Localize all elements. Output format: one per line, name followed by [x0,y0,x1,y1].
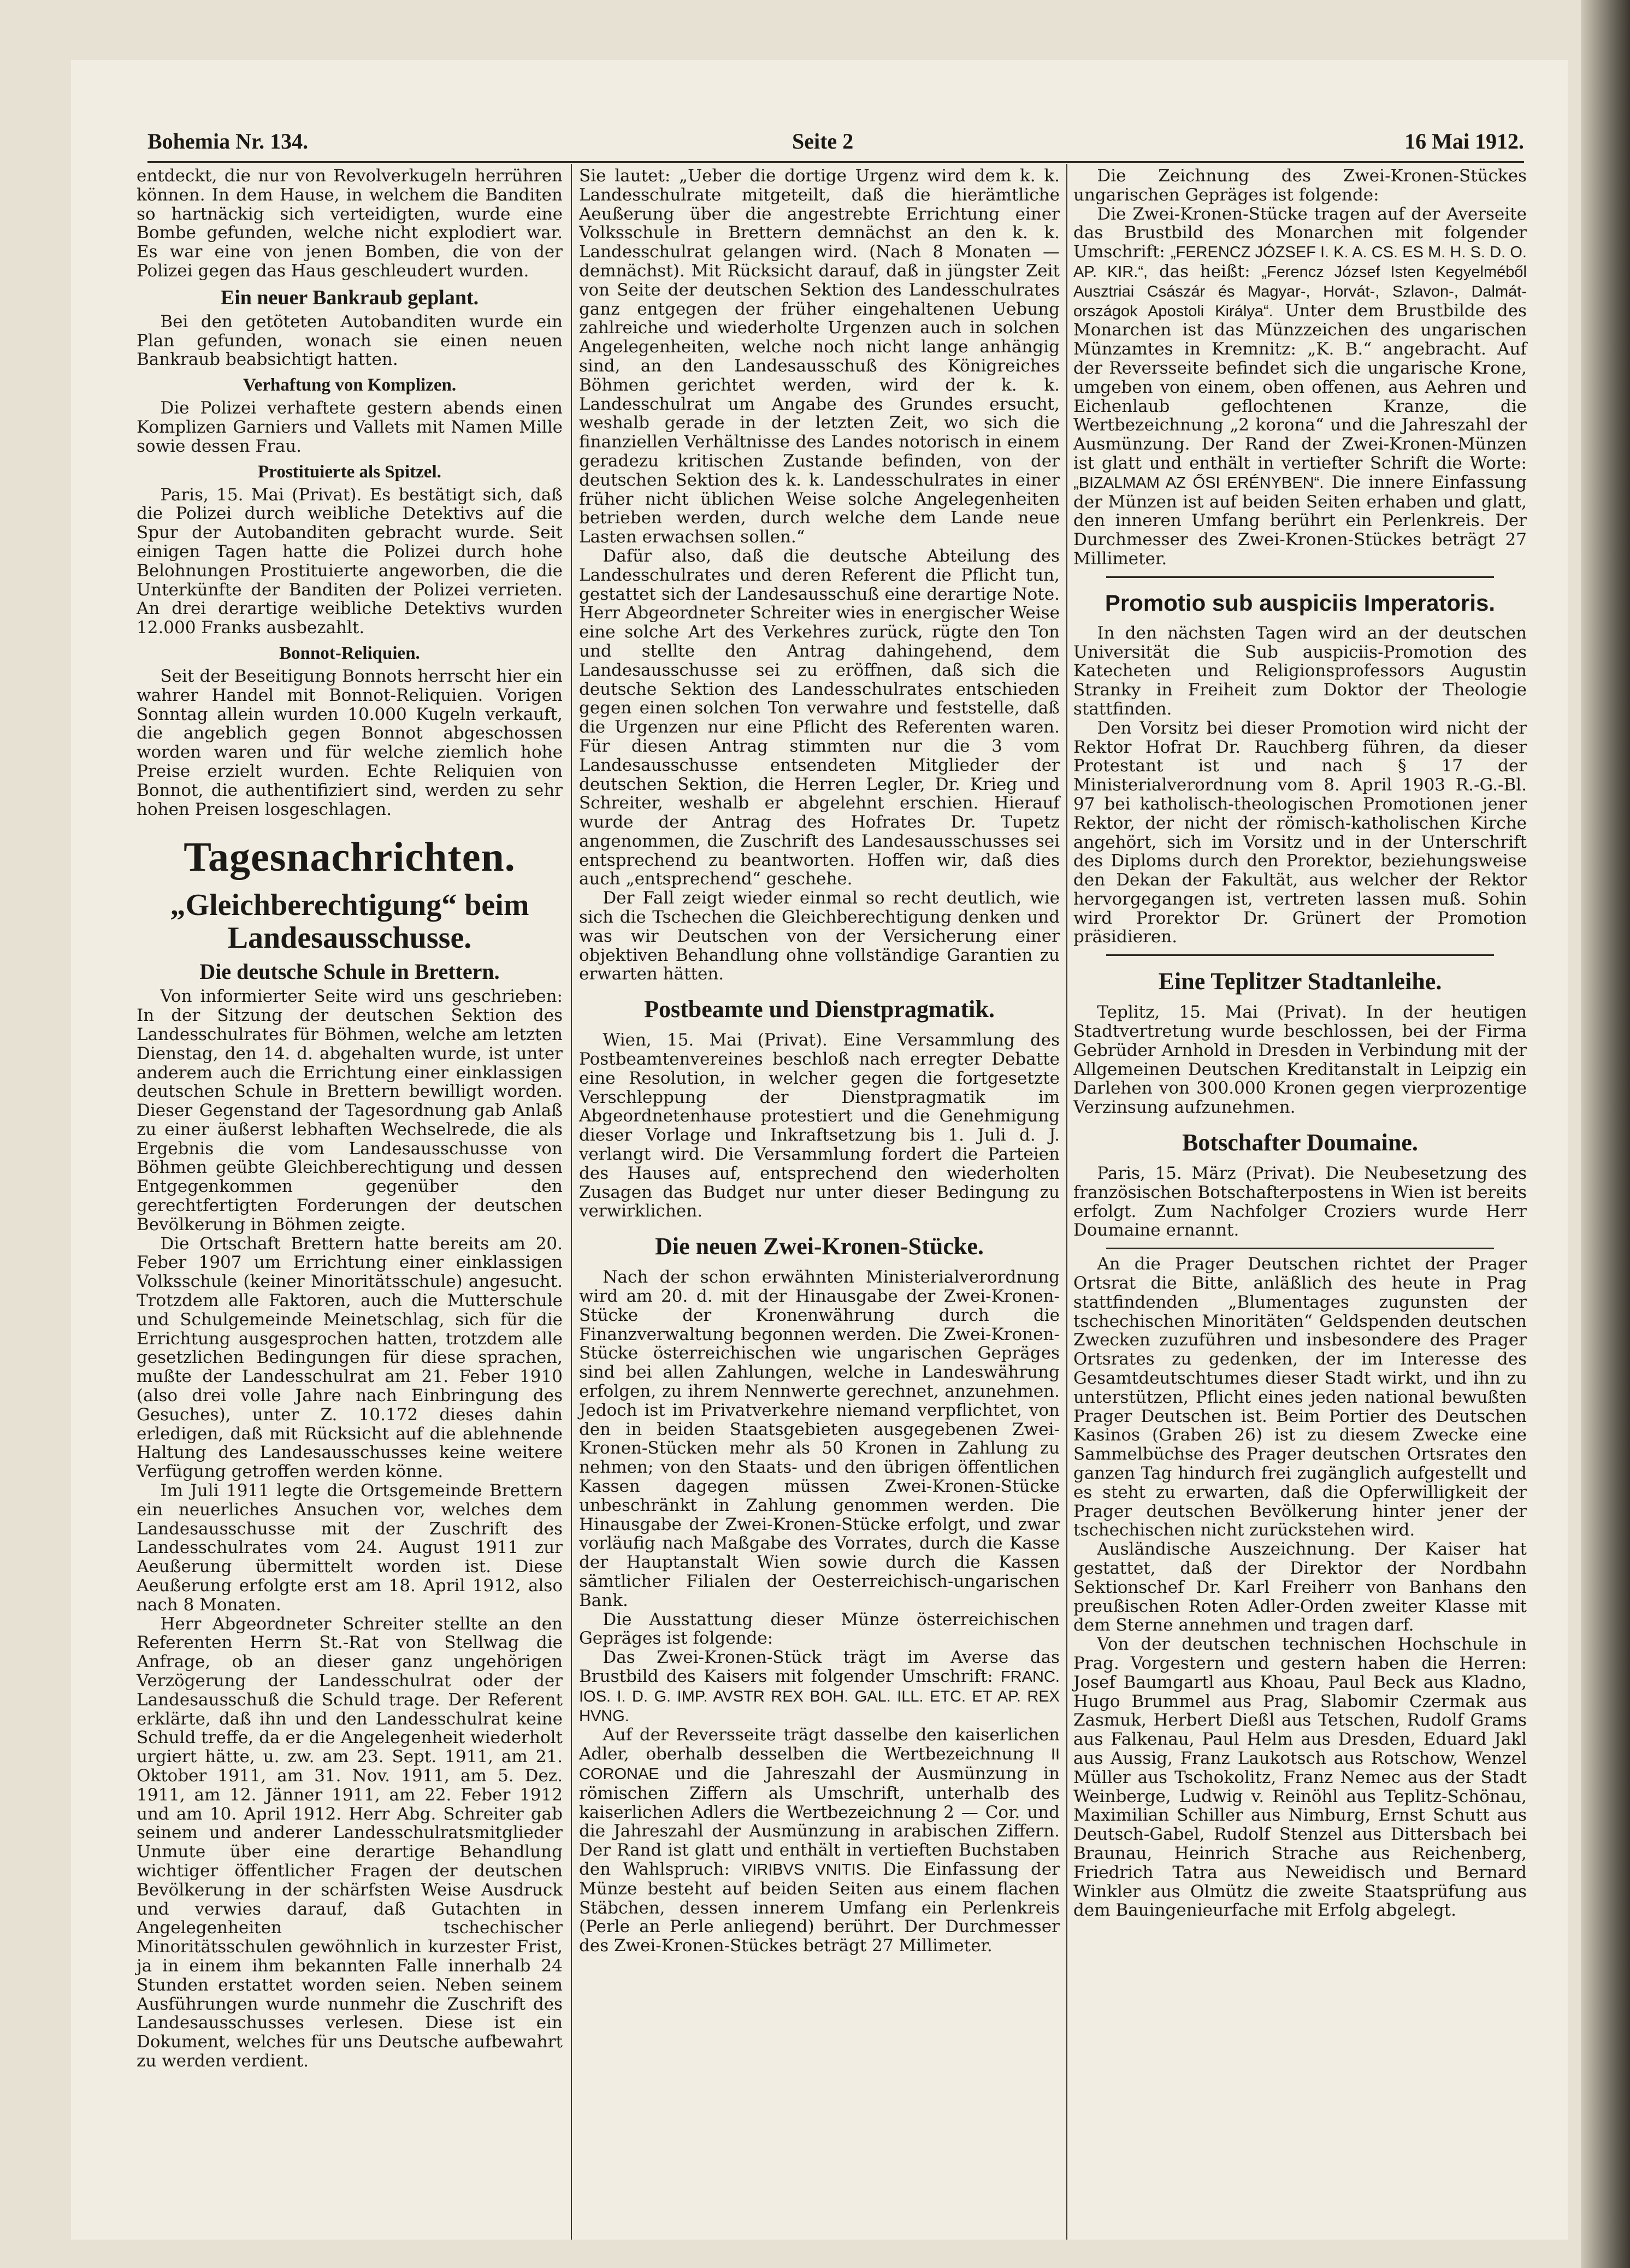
article-text: Sie lautet: „Ueber die dortige Urgenz wird dem k. k. Landesschulrate mitgeteilt, daß die hierämtliche Aeußerung über die angestrebte Errichtung einer Volksschule in Brettern demnächst an den k. k. Landesschulrat gelangen wird. (Nach 8 Monaten — demnächst). Mit Rücksicht darauf, daß in jüngster Zeit von Seite der deutschen Sektion des Landesschulrates ganz entgegen der früher eingehaltenen Uebung zahlreiche und wiederholte Urgenzen auch in solchen Angelegenheiten, welche noch nicht lange anhängig sind, an den Landesausschuß des Königreiches Böhmen gerichtet werden, wird der k. k. Landesschulrat um Angabe des Grundes ersucht, weshalb gerade in der letzten Zeit, wo sich die finanziellen Verhältnisse des Landes notorisch in einem geradezu kritischen Zustande befinden, von der deutschen Sektion des k. k. Landesschulrates in einer früher nicht üblichen Weise solche Angelegenheiten betrieben werden, durch welche dem Lande neue Lasten erwachsen sollen.“ [579,166,1060,547]
headline-bonnot: Bonnot-Reliquien. [279,643,420,663]
article-text-fragment: und die Jahreszahl der Ausmünzung in römischen Ziffern als Umschrift, unterhalb des kaiserlichen Adlers die Wertbezeichnung 2 — Cor. und die Jahreszahl der Ausmünzung in arabischen Ziffern. Der Rand ist glatt und enthält in vertieften Buchstaben den Wahlspruch: [579,1763,1060,1879]
article-text: Nach der schon erwähnten Ministerialverordnung wird am 20. d. mit der Hinausgabe der Zwei-Kronen-Stücke der Kronenwährung durch die Finanzverwaltung begonnen werden. Die Zwei-Kronen-Stücke österreichischen wie ungarischen Gepräges sind bei allen Zahlungen, welche in Landeswährung erfolgen, zu ihrem Nennwerte gerechnet, anzunehmen. Jedoch ist im Privatverkehre niemand verpflichtet, von den in beiden Staatsgebieten ausgegebenen Zwei-Kronen-Stücken mehr als 50 Kronen in Zahlung zu nehmen; von den Staats- und den übrigen öffentlichen Kassen dagegen müssen Zwei-Kronen-Stücke unbeschränkt in Zahlung genommen werden. Die Hinausgabe der Zwei-Kronen-Stücke erfolgt, und zwar vorläufig nach Maßgabe des Vorrates, durch die Kasse der Hauptanstalt Wien sowie durch die Kassen sämtlicher Filialen der Oesterreichisch-ungarischen Bank. [579,1267,1060,1610]
article-text: Von informierter Seite wird uns geschrieben: In der Sitzung der deutschen Sektion des Landesschulrates für Böhmen, welche am letzten Dienstag, den 14. d. abgehalten wurde, ist unter anderem auch die Errichtung einer einklassigen deutschen Schule in Brettern bewilligt worden. Dieser Gegenstand der Tagesordnung gab Anlaß zu einer äußerst lebhaften Wechselrede, die als Ergebnis die vom Landesausschusse von Böhmen geübte Gleichberechtigung und dessen Entgegenkommen gegenüber den gerechtfertigten Forderungen der deutschen Bevölkerung in Böhmen zeigte. [137,987,563,1235]
separator-rule [1106,576,1494,578]
headline-postbeamte: Postbeamte und Dienstpragmatik. [644,996,995,1023]
headline-gleichberechtigung: „Gleichberechtigung“ beim Landesausschusse. [170,888,529,955]
article-text: An die Prager Deutschen richtet der Prager Ortsrat die Bitte, anläßlich des heute in Prag stattfindenden „Blumentages zugunsten der tschechischen Minoritäten“ Geldspenden deutschen Zwecken zuzuführen und insbesondere des Prager Ortsrates zu gedenken, der im Interesse des Gesamtdeutschtumes dieser Stadt wirkt, und ihn zu unterstützen, Pflicht eines jeden national bewußten Prager Deutschen ist. Beim Portier des Deutschen Kasinos (Graben 26) ist zu diesem Zwecke eine Sammelbüchse des Prager deutschen Ortsrates den ganzen Tag hindurch frei zugänglich aufgestellt und es steht zu erwarten, daß die Opferwilligkeit der Prager deutschen Bevölkerung hinter jener der tschechischen nicht zurückstehen wird. [1073,1254,1527,1540]
article-text: Den Vorsitz bei dieser Promotion wird nicht der Rektor Hofrat Dr. Rauchberg führen, da dieser Protestant ist und nach § 17 der Ministerialverordnung vom 8. April 1903 R.-G.-Bl. 97 bei katholisch-theologischen Promotionen jener Rektor, der nicht der römisch-katholischen Kirche angehört, sich im Vorsitz und in der Unterschrift des Diploms durch den Prorektor, beziehungsweise den Dekan der Fakultät, aus welcher der Rektor hervorgegangen ist, vertreten lassen muß. Sohin wird Prorektor Dr. Grünert der Promotion präsidieren. [1073,718,1527,947]
article-text: Paris, 15. Mai (Privat). Es bestätigt sich, daß die Polizei durch weibliche Detektivs auf die Spur der Autobanditen gebracht wurde. Seit einigen Tagen hatte die Polizei durch hohe Belohnungen Prostituierte angeworben, die die Unterkünfte der Banditen der Polizei verrieten. An drei derartige weibliche Detektivs wurden 12.000 Franks ausbezahlt. [137,485,563,638]
headline-prostituierte: Prostituierte als Spitzel. [258,462,441,482]
article-text-fragment: Unter dem Brustbilde des Monarchen ist das Münzzeichen des ungarischen Münzamtes in Kremnitz: „K. B.“ angebracht. Auf der Reversseite befindet sich die ungarische Krone, umgeben von einem, oben offenen, aus Aehren und Eichenlaub geflochtenen Kranze, die Wertbezeichnung „2 korona“ und die Jahreszahl der Ausmünzung. Der Rand der Zwei-Kronen-Münzen ist glatt und enthält in vertiefter Schrift die Worte: [1073,300,1527,473]
coin-inscription: FRANC. IOS. I. D. G. IMP. AVSTR REX BOH. GAL. ILL. ETC. ET AP. REX HVNG. [579,1668,1060,1725]
issue-label: Bohemia Nr. 134. [147,129,309,153]
article-text-fragment: Das Zwei-Kronen-Stück trägt im Averse das Brustbild des Kaisers mit folgender Umschrift: [579,1647,1060,1686]
separator-rule [1106,1248,1494,1249]
article-text-fragment: Die Einfassung der Münze besteht auf beiden Seiten aus einem flachen Stäbchen, dessen innerem Umfang ein Perlenkreis (Perle an Perle anliegend) berührt. Der Durchmesser des Zwei-Kronen-Stückes beträgt 27 Millimeter. [579,1859,1060,1956]
headline-verhaftung: Verhaftung von Komplizen. [243,375,457,395]
article-text: Der Fall zeigt wieder einmal so recht deutlich, wie sich die Tschechen die Gleichberechtigung denken und was wir Deutschen von der Versicherung einer objektiven Behandlung ohne vollständige Garantien zu erwarten hätten. [579,888,1060,984]
separator-rule [1106,954,1494,956]
article-text: Dafür also, daß die deutsche Abteilung des Landesschulrates und deren Referent die Pflicht tun, gestattet sich der Landesausschuß eine derartige Note. Herr Abgeordneter Schreiter wies in energischer Weise eine solche Art des Verkehres zurück, rügte den Ton und stellte den Antrag dahingehend, dem Landesausschusse sei zu eröffnen, daß sich die deutsche Sektion des Landesschulrates entschieden gegen einen solchen Ton verwahre und feststelle, daß die Urgenzen nur eine Pflicht des Referenten waren. Für diesen Antrag stimmten nur die 3 vom Landesausschusse entsendeten Mitglieder der deutschen Sektion, die Herren Legler, Dr. Krieg und Schreiter, weshalb er abgelehnt erschien. Hierauf wurde der Antrag des Hofrates Dr. Tupetz angenommen, die Zuschrift des Landesausschusses sei entsprechend zu beantworten. Hoffen wir, daß dies auch „entsprechend“ geschehe. [579,546,1060,889]
page-header [147,123,1524,163]
article-text: Paris, 15. März (Privat). Die Neubesetzung des französischen Botschafterpostens in Wien ist bereits erfolgt. Zum Nachfolger Croziers wurde Herr Doumaine ernannt. [1073,1163,1527,1241]
article-text [579,1726,1060,1956]
headline-zwei-kronen: Die neuen Zwei-Kronen-Stücke. [655,1233,984,1260]
article-text: Die Zeichnung des Zwei-Kronen-Stückes ungarischen Gepräges ist folgende: [1073,166,1527,205]
column-2 [579,167,1060,1956]
article-text: entdeckt, die nur von Revolverkugeln herrühren können. In dem Hause, in welchem die Banditen so hartnäckig sich verteidigten, wurde eine Bombe gefunden, welche nicht explodiert war. Es war eine von jenen Bomben, die von der Polizei gegen das Haus geschleudert wurden. [137,166,563,281]
article-text-fragment: Die innere Einfassung der Münzen ist auf beiden Seiten erhaben und glatt, den inneren Umfang berührt ein Perlenkreis. Der Durchmesser des Zwei-Kronen-Stückes beträgt 27 Millimeter. [1073,472,1527,569]
coin-inscription: „Ferencz József Isten Kegyelméből Ausztriai Császár és Magyar-, Horvát-, Szlavon-, Dalmát-országok Apostoli Királya“. [1073,263,1527,320]
headline-bankraub: Ein neuer Bankraub geplant. [220,286,479,309]
subheadline-brettern: Die deutsche Schule in Brettern. [199,959,500,984]
coin-inscription: „BIZALMAM AZ ŐSI ERÉNYBEN“. [1073,474,1324,492]
article-text: Die Ortschaft Brettern hatte bereits am 20. Feber 1907 um Errichtung einer einklassigen Volksschule (keiner Minoritätsschule) angesucht. Trotzdem alle Faktoren, auch die Mutterschule und Schulgemeinde Meinetschlag, sich für die Errichtung ausgesprochen hatten, trotzdem alle gesetzlichen Bedingungen für diese sprachen, mußte der Landesschulrat am 21. Feber 1910 (also drei volle Jahre nach Einbringung des Gesuches), unter Z. 10.172 dieses dahin erledigen, daß mit Rücksicht auf die ablehnende Haltung des Landesausschusses keine weitere Verfügung getroffen werden könne. [137,1233,563,1482]
article-text: Herr Abgeordneter Schreiter stellte an den Referenten Herrn St.-Rat von Stellwag die Anfrage, ob an dieser ganz ungehörigen Verzögerung der Landesschulrat oder der Landesausschuß die Schuld trage. Der Referent erklärte, daß ihn und den Landesschulrat keine Schuld treffe, da er die Angelegenheit wiederholt urgiert hätte, u. zw. am 23. Sept. 1911, am 21. Oktober 1911, am 31. Nov. 1911, am 5. Dez. 1911, am 12. Jänner 1911, am 22. Feber 1912 und am 10. April 1912. Herr Abg. Schreiter gab seinem und anderer Landesschulratsmitglieder Unmute über eine derartige Behandlung wichtiger öffentlicher Fragen der deutschen Bevölkerung in der schärfsten Weise Ausdruck und verwies darauf, daß Gutachten in Angelegenheiten tschechischer Minoritätsschulen gewöhnlich in kurzester Frist, ja in einem ihm bekannten Falle innerhalb 24 Stunden erstattet worden seien. Neben seinem Ausführungen wurde nunmehr die Zuschrift des Landesausschusses verlesen. Diese ist ein Dokument, welches für uns Deutsche aufbewahrt zu werden verdient. [137,1614,563,2071]
coin-inscription: II CORONAE [579,1746,1060,1783]
section-title: Tagesnachrichten. [184,834,516,881]
page-number: Seite 2 [792,129,854,153]
column-3 [1073,167,1527,1920]
column-1 [137,167,563,2071]
headline-botschafter: Botschafter Doumaine. [1182,1129,1418,1156]
article-text-fragment: Auf der Reversseite trägt dasselbe den kaiserlichen Adler, oberhalb desselben die Wertbezeichnung [579,1725,1060,1764]
article-text [579,1648,1060,1726]
article-text-fragment: das heißt: [1159,261,1250,281]
headline-promotio: Promotio sub auspiciis Imperatoris. [1105,589,1496,616]
article-text: Ausländische Auszeichnung. Der Kaiser hat gestattet, daß der Direktor der Nordbahn Sektionschef Dr. Karl Freiherr von Banhans den preußischen Roten Adler-Orden zweiter Klasse mit dem Sterne annehmen und tragen darf. [1073,1539,1527,1635]
article-text: Teplitz, 15. Mai (Privat). In der heutigen Stadtvertretung wurde beschlossen, bei der Firma Gebrüder Arnhold in Dresden in Verbindung mit der Allgemeinen Deutschen Kreditanstalt in Leipzig ein Darlehen von 300.000 Kronen gegen vierprozentige Verzinsung aufzunehmen. [1073,1002,1527,1118]
column-divider-2 [1066,164,1067,2240]
column-divider-1 [571,164,572,2240]
article-text: Die Polizei verhaftete gestern abends einen Komplizen Garniers und Vallets mit Namen Mille sowie dessen Frau. [137,398,563,456]
article-text: Die Ausstattung dieser Münze österreichischen Gepräges ist folgende: [579,1609,1060,1649]
article-text: Seit der Beseitigung Bonnots herrscht hier ein wahrer Handel mit Bonnot-Reliquien. Vorigen Sonntag allein wurden 10.000 Kugeln verkauft, die angeblich gegen Bonnot abgeschossen worden waren und für welche ziemlich hohe Preise erzielt wurden. Echte Reliquien von Bonnot, die authentifiziert sind, werden zu sehr hohen Preisen losgeschlagen. [137,666,563,819]
article-text: In den nächsten Tagen wird an der deutschen Universität die Sub auspiciis-Promotion des Katecheten und Religionsprofessors Augustin Stranky in Freiheit zum Doktor der Theologie stattfinden. [1073,623,1527,719]
page-edge-shadow [1581,0,1630,2268]
issue-date: 16 Mai 1912. [1404,129,1524,153]
article-text [1073,205,1527,569]
article-text: Von der deutschen technischen Hochschule in Prag. Vorgestern und gestern haben die Herren: Josef Baumgartl aus Khoau, Paul Beck aus Kladno, Hugo Brummel aus Prag, Slabomir Czermak aus Zasmuk, Herbert Dießl aus Tetschen, Rudolf Grams aus Falkenau, Paul Helm aus Dresden, Eduard Jakl aus Aussig, Franz Laukotsch aus Rotschow, Wenzel Müller aus Tschokolitz, Franz Nemec aus der Stadt Weinberge, Ludwig v. Reinöhl aus Teplitz-Schönau, Maximilian Schiller aus Nimburg, Ernst Schutt aus Deutsch-Gabel, Rudolf Stenzel aus Dittersbach bei Braunau, Heinrich Strache aus Reichenberg, Friedrich Tatra aus Neweidisch und Bernard Winkler aus Olmütz die zweite Staatsprüfung aus dem Bauingenieurfache mit Erfolg abgelegt. [1073,1634,1527,1921]
headline-teplitz: Eine Teplitzer Stadtanleihe. [1158,968,1442,995]
coin-inscription: VIRIBVS VNITIS. [741,1861,871,1879]
coin-inscription: „FERENCZ JÓZSEF I. K. A. CS. ES M. H. S. D. O. AP. KIR.“, [1073,244,1527,281]
article-text: Im Juli 1911 legte die Ortsgemeinde Brettern ein neuerliches Ansuchen vor, welches dem Landesausschusse mit der Zuschrift des Landesschulrates vom 24. August 1911 zur Aeußerung übermittelt worden ist. Diese Aeußerung erfolgte erst am 18. April 1912, also nach 8 Monaten. [137,1481,563,1615]
article-text: Bei den getöteten Autobanditen wurde ein Plan gefunden, wonach sie einen neuen Bankraub beabsichtigt hatten. [137,311,563,370]
article-text-fragment: Die Zwei-Kronen-Stücke tragen auf der Averseite das Brustbild des Monarchen mit folgender Umschrift: [1073,204,1527,262]
article-text: Wien, 15. Mai (Privat). Eine Versammlung des Postbeamtenvereines beschloß nach erregter Debatte eine Resolution, in welcher gegen die fortgesetzte Verschleppung der Dienstpragmatik im Abgeordnetenhause protestiert und die Genehmigung dieser Vorlage und Inkraftsetzung bis 1. Juli d. J. verlangt wird. Die Versammlung fordert die Parteien des Hauses auf, entsprechend den wiederholten Zusagen das Budget nur unter dieser Bedingung zu verwirklichen. [579,1030,1060,1221]
